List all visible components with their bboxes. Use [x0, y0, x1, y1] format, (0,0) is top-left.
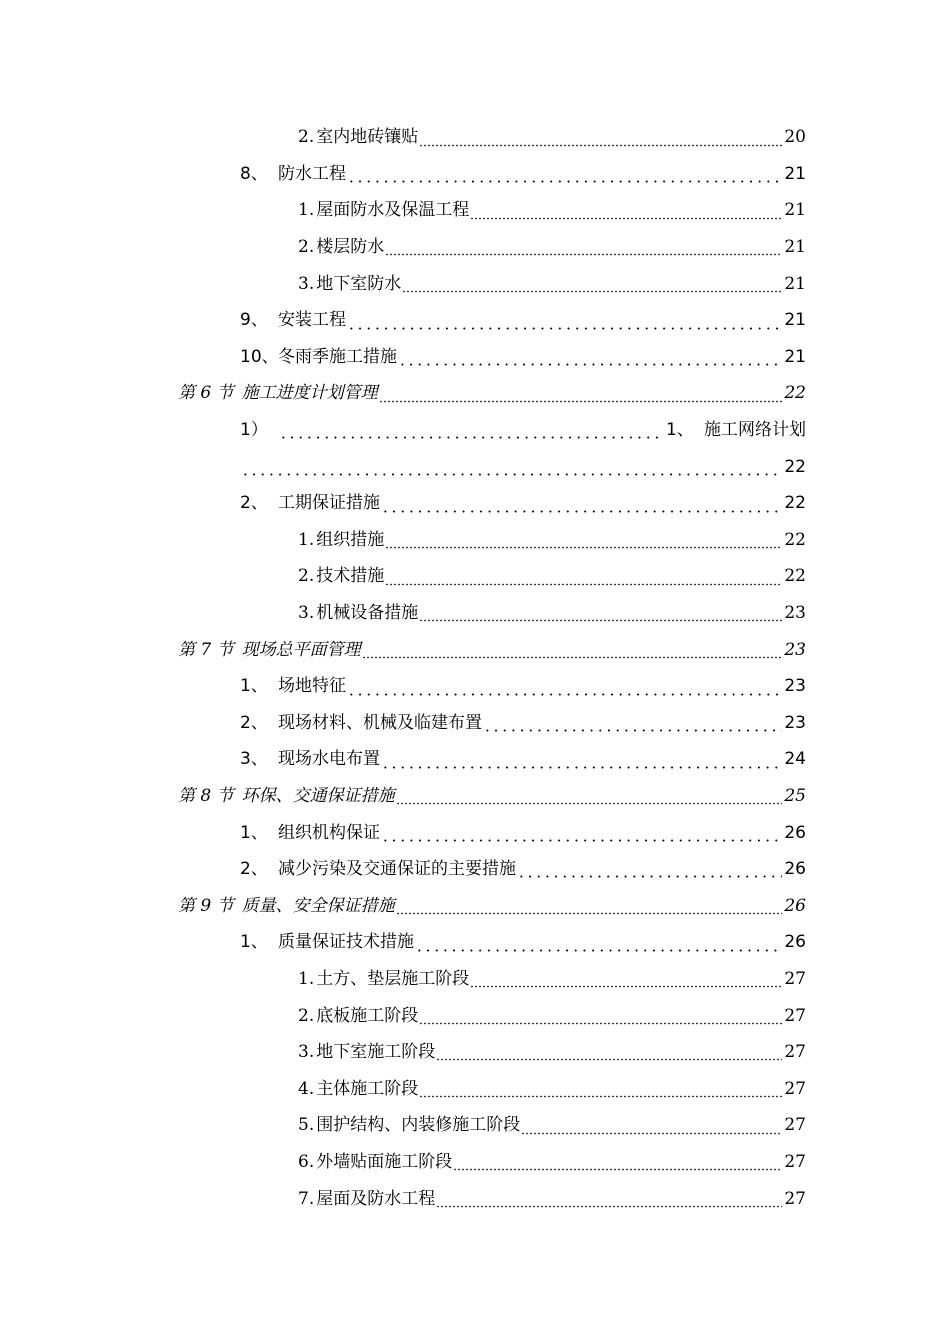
toc-entry[interactable]: [0, 705, 950, 742]
toc-entry-number: 3.: [298, 603, 315, 624]
toc-entry[interactable]: [0, 302, 950, 339]
toc-entry-number: 2.: [298, 127, 315, 148]
dot-leader: [385, 242, 782, 256]
toc-entry-page-number: 27: [784, 1115, 806, 1136]
toc-entry[interactable]: [0, 851, 950, 888]
dot-leader: [347, 316, 782, 330]
dot-leader: [279, 425, 660, 439]
toc-entry-page-number: 25: [784, 785, 806, 806]
toc-entry[interactable]: [0, 339, 950, 376]
toc-entry-title: 技术措施: [316, 566, 385, 587]
dot-leader: [398, 352, 782, 366]
toc-entry-page-number: 23: [784, 639, 806, 660]
toc-entry-number: 1、: [240, 932, 268, 953]
toc-entry-page-number: 27: [784, 1042, 806, 1063]
toc-entry-page-number: 27: [784, 1078, 806, 1099]
toc-entry-number: 2.: [298, 237, 315, 258]
dot-leader: [381, 755, 782, 769]
dot-leader: [347, 169, 782, 183]
table-of-contents: [0, 119, 950, 1217]
toc-entry-page-number: 26: [784, 932, 806, 953]
dot-leader: [453, 1157, 782, 1171]
toc-entry-page-number: 26: [784, 859, 806, 880]
toc-entry-title: 施工进度计划管理: [241, 383, 378, 404]
toc-entry-page-number: 27: [784, 968, 806, 989]
dot-leader: [402, 279, 782, 293]
dot-leader: [415, 938, 782, 952]
toc-entry-title: 围护结构、内装修施工阶段: [316, 1115, 521, 1136]
toc-entry-title: 主体施工阶段: [316, 1078, 419, 1099]
toc-entry-title: 楼层防水: [316, 237, 385, 258]
toc-entry-page-number: 22: [784, 566, 806, 587]
toc-entry-page-number: 26: [784, 895, 806, 916]
toc-entry[interactable]: [0, 1070, 950, 1107]
toc-entry-title: 现场材料、机械及临建布置: [278, 712, 482, 733]
toc-entry-number: 1.: [298, 968, 315, 989]
toc-entry-page-number: 21: [784, 310, 806, 331]
toc-entry-page-number: 27: [784, 1188, 806, 1209]
toc-entry[interactable]: [0, 265, 950, 302]
toc-entry-subnumber: 1、: [666, 420, 694, 441]
toc-entry-page-number: 26: [784, 822, 806, 843]
dot-leader: [517, 864, 782, 878]
toc-entry-number: 6.: [298, 1151, 315, 1172]
toc-entry[interactable]: [0, 1107, 950, 1144]
toc-entry-title: 防水工程: [278, 163, 346, 184]
toc-entry-number: 7.: [298, 1188, 315, 1209]
toc-entry[interactable]: [0, 448, 950, 485]
dot-leader: [396, 901, 783, 915]
toc-entry-page-number: 20: [784, 127, 806, 148]
toc-entry-title: 现场总平面管理: [241, 639, 361, 660]
toc-entry-number: 1、: [240, 676, 268, 697]
toc-entry[interactable]: [0, 412, 950, 449]
toc-entry-title: 现场水电布置: [278, 749, 380, 770]
toc-entry-page-number: 22: [784, 383, 806, 404]
toc-entry[interactable]: [0, 814, 950, 851]
toc-entry-page-number: 23: [784, 676, 806, 697]
toc-entry-title: 底板施工阶段: [316, 1005, 419, 1026]
toc-entry-title: 屋面及防水工程: [316, 1188, 436, 1209]
toc-entry-page-number: 21: [784, 200, 806, 221]
toc-entry-title: 质量保证技术措施: [278, 932, 414, 953]
toc-entry-number: 3.: [298, 273, 315, 294]
toc-entry-title-group: [666, 420, 806, 440]
dot-leader: [419, 1084, 782, 1098]
dot-leader: [483, 718, 782, 732]
toc-entry[interactable]: [0, 924, 950, 961]
toc-entry[interactable]: [0, 375, 950, 412]
dot-leader: [521, 1121, 782, 1135]
toc-entry-title: 地下室防水: [316, 273, 402, 294]
toc-entry[interactable]: [0, 668, 950, 705]
dot-leader: [436, 1047, 782, 1061]
toc-entry[interactable]: [0, 741, 950, 778]
toc-entry-title: 减少污染及交通保证的主要措施: [278, 859, 516, 880]
toc-entry-number: 3、: [240, 749, 268, 770]
toc-entry[interactable]: [0, 595, 950, 632]
toc-entry-page-number: 22: [784, 456, 806, 477]
toc-entry-number: 1.: [298, 529, 315, 550]
toc-entry-title: 机械设备措施: [316, 603, 419, 624]
toc-entry-title: 组织措施: [316, 529, 385, 550]
dot-leader: [470, 974, 782, 988]
toc-entry[interactable]: [0, 522, 950, 559]
toc-entry[interactable]: [0, 229, 950, 266]
dot-leader: [362, 645, 783, 659]
toc-entry-page-number: 21: [784, 273, 806, 294]
dot-leader: [241, 462, 782, 476]
toc-entry-number: 5.: [298, 1115, 315, 1136]
toc-entry-title: 土方、垫层施工阶段: [316, 968, 470, 989]
dot-leader: [385, 535, 782, 549]
dot-leader: [419, 608, 782, 622]
toc-entry-number: 2.: [298, 566, 315, 587]
toc-entry-title: 冬雨季施工措施: [278, 346, 397, 367]
toc-entry[interactable]: [0, 631, 950, 668]
dot-leader: [436, 1194, 782, 1208]
toc-entry-number: 9、: [240, 310, 268, 331]
toc-entry-page-number: 27: [784, 1005, 806, 1026]
toc-entry[interactable]: [0, 1144, 950, 1181]
toc-entry-title: 场地特征: [278, 676, 346, 697]
toc-entry-title: 安装工程: [278, 310, 346, 331]
toc-entry[interactable]: [0, 156, 950, 193]
dot-leader: [470, 206, 782, 220]
dot-leader: [419, 1011, 782, 1025]
toc-entry-page-number: 23: [784, 603, 806, 624]
dot-leader: [381, 828, 782, 842]
toc-entry-page-number: 23: [784, 712, 806, 733]
toc-entry-page-number: 27: [784, 1151, 806, 1172]
toc-entry[interactable]: [0, 192, 950, 229]
toc-entry-title: 地下室施工阶段: [316, 1042, 436, 1063]
toc-entry-number: 第 9 节: [178, 895, 234, 916]
toc-entry-title: 组织机构保证: [278, 822, 380, 843]
toc-entry-title: 室内地砖镶贴: [316, 127, 419, 148]
toc-entry-page-number: 21: [784, 163, 806, 184]
dot-leader: [379, 389, 783, 403]
toc-entry-page-number: 24: [784, 749, 806, 770]
dot-leader: [396, 791, 783, 805]
toc-entry-page-number: 22: [784, 529, 806, 550]
toc-entry[interactable]: [0, 997, 950, 1034]
toc-entry-title: 屋面防水及保温工程: [316, 200, 470, 221]
toc-entry-title: 工期保证措施: [278, 493, 380, 514]
toc-entry-title: 环保、交通保证措施: [241, 785, 395, 806]
toc-entry-number: 1.: [298, 200, 315, 221]
dot-leader: [419, 133, 782, 147]
toc-entry-title: 质量、安全保证措施: [241, 895, 395, 916]
toc-entry-number: 第 7 节: [178, 639, 234, 660]
toc-entry[interactable]: [0, 558, 950, 595]
toc-entry[interactable]: [0, 961, 950, 998]
toc-entry-number: 1）: [240, 420, 268, 441]
dot-leader: [385, 572, 782, 586]
toc-entry[interactable]: [0, 1180, 950, 1217]
toc-entry[interactable]: [0, 485, 950, 522]
toc-entry-number: 3.: [298, 1042, 315, 1063]
dot-leader: [347, 682, 782, 696]
toc-entry-page-number: 21: [784, 346, 806, 367]
toc-entry[interactable]: [0, 1034, 950, 1071]
toc-entry-number: 2.: [298, 1005, 315, 1026]
toc-entry-number: 10、: [240, 346, 279, 367]
toc-entry-page-number: 22: [784, 493, 806, 514]
dot-leader: [381, 499, 782, 513]
toc-entry[interactable]: [0, 887, 950, 924]
toc-entry-number: 4.: [298, 1078, 315, 1099]
toc-entry-number: 2、: [240, 712, 268, 733]
toc-entry[interactable]: [0, 778, 950, 815]
toc-entry-number: 1、: [240, 822, 268, 843]
toc-entry-title: 外墙贴面施工阶段: [316, 1151, 453, 1172]
toc-entry-number: 2、: [240, 859, 268, 880]
toc-entry-number: 第 6 节: [178, 383, 234, 404]
toc-entry-page-number: 21: [784, 237, 806, 258]
toc-entry-title: 施工网络计划: [704, 420, 806, 441]
toc-entry-number: 8、: [240, 163, 268, 184]
toc-entry-number: 第 8 节: [178, 785, 234, 806]
toc-entry-number: 2、: [240, 493, 268, 514]
toc-entry[interactable]: [0, 119, 950, 156]
